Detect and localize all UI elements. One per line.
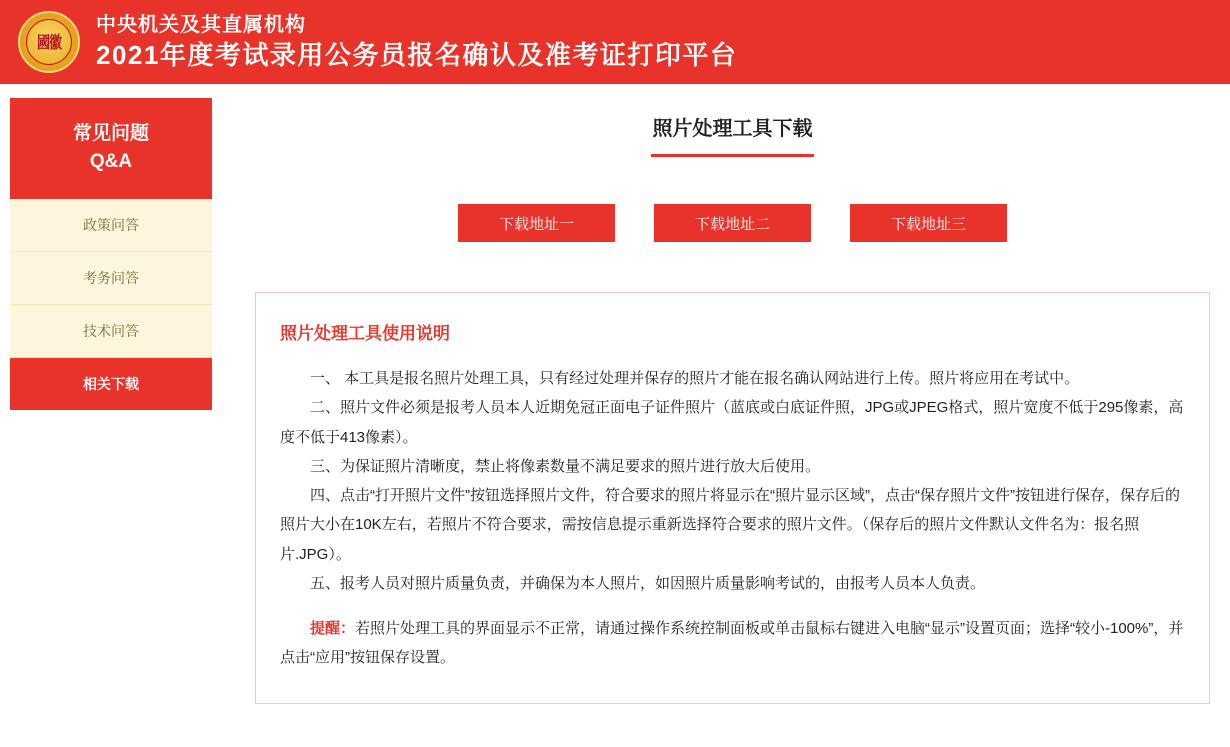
title-underline xyxy=(651,154,814,157)
download-links-row xyxy=(255,204,1210,242)
sidebar-item-related-downloads[interactable]: 相关下载 xyxy=(10,358,212,410)
download-link-3-button[interactable]: 下载地址三 xyxy=(850,204,1007,242)
instruction-paragraph-3: 三、为保证照片清晰度，禁止将像素数量不满足要求的照片进行放大后使用。 xyxy=(310,457,821,475)
instruction-paragraph-2: 二、照片文件必须是报考人员本人近期免冠正面电子证件照片（蓝底或白底证件照，JPG或JPEG格式，照片宽度不低于295像素，高度不低于413像素）。 xyxy=(280,399,1184,446)
download-link-2-button[interactable]: 下载地址二 xyxy=(654,204,811,242)
sidebar-item-exam-affairs-qa[interactable]: 考务问答 xyxy=(10,252,212,305)
emblem-inner xyxy=(26,19,72,65)
sidebar-header xyxy=(10,98,212,199)
note-label: 提醒： xyxy=(310,620,356,637)
sidebar-item-technical-qa[interactable]: 技术问答 xyxy=(10,305,212,358)
instruction-paragraph-4: 四、点击“打开照片文件”按钮选择照片文件，符合要求的照片将显示在“照片显示区域”，点击“保存照片文件”按钮进行保存，保存后的照片大小在10K左右，若照片不符合要求，需按信息提示重新选择符合要求的照片文件。（保存后的照片文件默认文件名为：报名照片.JPG）。 xyxy=(280,487,1180,563)
body-wrapper xyxy=(0,84,1230,747)
sidebar xyxy=(10,98,212,410)
sidebar-header-line2: Q&A xyxy=(89,150,133,172)
instruction-paragraph-1: 一、 本工具是报名照片处理工具，只有经过处理并保存的照片才能在报名确认网站进行上传。照片将应用在考试中。 xyxy=(310,370,1080,387)
sidebar-header-line1: 常见问题 xyxy=(72,123,149,144)
instruction-note xyxy=(280,614,1185,673)
instructions-panel xyxy=(255,292,1210,704)
main-content xyxy=(255,84,1210,704)
page-title: 2021年度考试录用公务员报名确认及准考证打印平台 xyxy=(96,39,738,70)
download-link-1-button[interactable]: 下载地址一 xyxy=(458,204,615,242)
note-text: 若照片处理工具的界面显示不正常，请通过操作系统控制面板或单击鼠标右键进入电脑“显示”设置页面；选择“较小-100%”，并点击“应用”按钮保存设置。 xyxy=(280,620,1184,667)
emblem-glyph: 國徽 xyxy=(36,32,61,52)
instruction-paragraph-5: 五、报考人员对照片质量负责，并确保为本人照片，如因照片质量影响考试的，由报考人员本人负责。 xyxy=(310,574,986,592)
site-header xyxy=(0,0,1230,84)
content-title: 照片处理工具下载 xyxy=(652,118,813,140)
national-emblem-icon xyxy=(18,11,80,73)
header-subtitle: 中央机关及其直属机构 xyxy=(96,13,306,36)
header-text-block xyxy=(96,14,737,71)
instructions-title: 照片处理工具使用说明 xyxy=(280,324,450,343)
sidebar-item-policy-qa[interactable]: 政策问答 xyxy=(10,199,212,252)
